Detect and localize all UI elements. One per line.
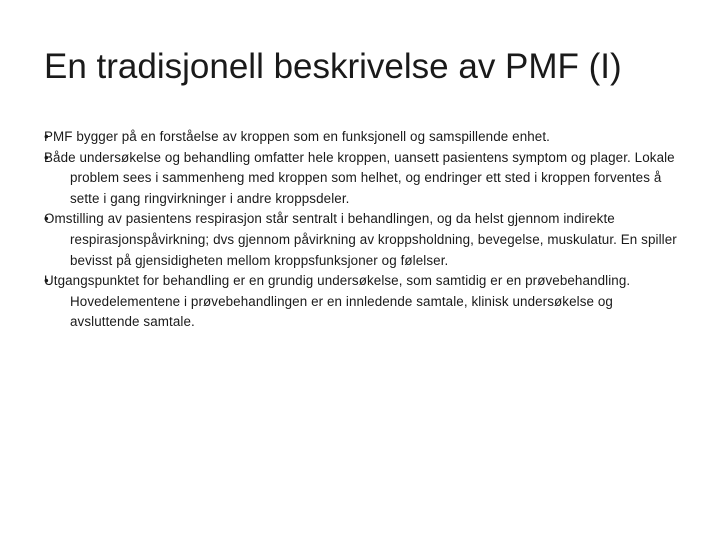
bullet-text: Både undersøkelse og behandling omfatter hele kroppen, uansett pasientens symptom og plager. Lokale problem sees i sammenheng med kroppen som helhet, og endringer ett sted i kroppen forventes å sette i gang ringvirkninger i andre kroppsdeler. <box>44 149 675 206</box>
bullet-item <box>44 271 684 333</box>
slide-title: En tradisjonell beskrivelse av PMF (I) <box>44 47 622 86</box>
bullet-item <box>44 209 684 271</box>
bullet-text: PMF bygger på en forståelse av kroppen som en funksjonell og samspillende enhet. <box>44 129 550 144</box>
bullet-text: Utgangspunktet for behandling er en grundig undersøkelse, som samtidig er en prøvebehandling. Hovedelementene i prøvebehandlingen er en innledende samtale, klinisk undersøkelse og avsluttende samtale. <box>44 273 631 330</box>
bullet-item <box>44 127 684 148</box>
bullet-item <box>44 148 684 210</box>
bullet-list <box>44 127 684 333</box>
bullet-text: Omstilling av pasientens respirasjon står sentralt i behandlingen, og da helst gjennom indirekte respirasjonspåvirkning; dvs gjennom påvirkning av kroppsholdning, bevegelse, muskulatur. En spiller bevisst på gjensidigheten mellom kroppsfunksjoner og følelser. <box>44 211 677 268</box>
